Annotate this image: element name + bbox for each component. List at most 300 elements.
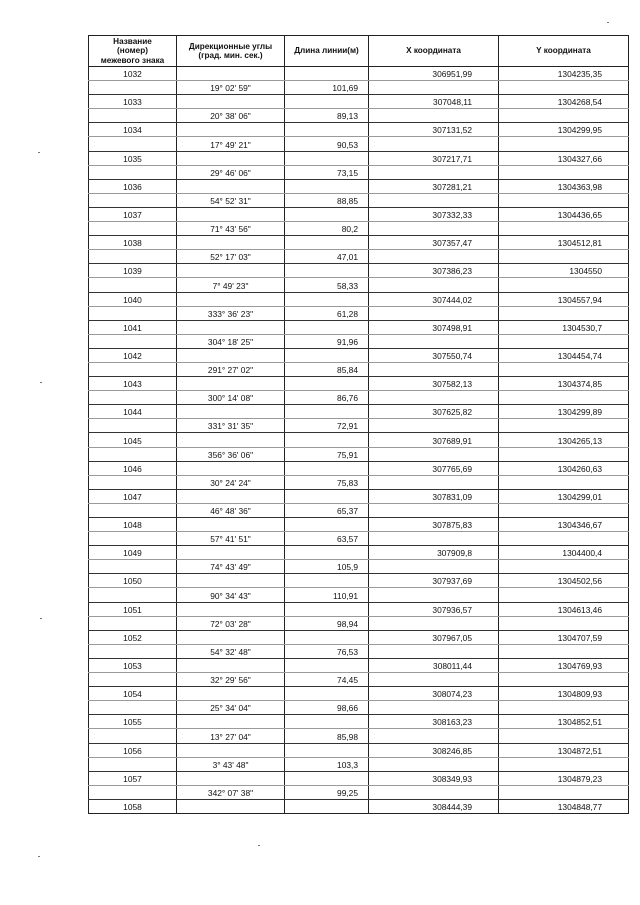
empty-cell	[89, 306, 177, 320]
line-length: 86,76	[285, 391, 369, 405]
y-coordinate: 1304346,67	[499, 518, 629, 532]
y-coordinate: 1304512,81	[499, 236, 629, 250]
empty-cell	[89, 137, 177, 151]
x-coordinate: 307936,57	[369, 602, 499, 616]
y-coordinate: 1304454,74	[499, 348, 629, 362]
table-row	[89, 715, 629, 729]
sign-name: 1033	[89, 95, 177, 109]
direction-angle: 71° 43' 56"	[177, 222, 285, 236]
direction-angle: 304° 18' 25"	[177, 334, 285, 348]
x-coordinate: 308349,93	[369, 771, 499, 785]
empty-cell	[369, 785, 499, 799]
sign-name: 1032	[89, 67, 177, 81]
direction-angle: 342° 07' 38"	[177, 785, 285, 799]
direction-angle: 30° 24' 24"	[177, 475, 285, 489]
sign-name: 1036	[89, 179, 177, 193]
table-row	[89, 207, 629, 221]
empty-cell	[285, 179, 369, 193]
empty-cell	[499, 532, 629, 546]
x-coordinate: 307582,13	[369, 377, 499, 391]
sign-name: 1037	[89, 207, 177, 221]
table-row	[89, 109, 629, 123]
direction-angle: 46° 48' 36"	[177, 503, 285, 517]
empty-cell	[499, 757, 629, 771]
line-length: 61,28	[285, 306, 369, 320]
x-coordinate: 307386,23	[369, 264, 499, 278]
empty-cell	[89, 644, 177, 658]
line-length: 58,33	[285, 278, 369, 292]
table-row	[89, 701, 629, 715]
y-coordinate: 1304613,46	[499, 602, 629, 616]
table-row	[89, 377, 629, 391]
x-coordinate: 307765,69	[369, 461, 499, 475]
table-row	[89, 250, 629, 264]
header-angle: Дирекционные углы (град. мин. сек.)	[177, 36, 285, 67]
table-row	[89, 95, 629, 109]
header-length: Длина линии(м)	[285, 36, 369, 67]
line-length: 72,91	[285, 419, 369, 433]
y-coordinate: 1304502,56	[499, 574, 629, 588]
coordinates-table	[88, 35, 629, 814]
sign-name: 1046	[89, 461, 177, 475]
scan-speck	[38, 856, 40, 857]
x-coordinate: 307909,8	[369, 546, 499, 560]
direction-angle: 17° 49' 21"	[177, 137, 285, 151]
y-coordinate: 1304299,01	[499, 489, 629, 503]
empty-cell	[369, 475, 499, 489]
sign-name: 1057	[89, 771, 177, 785]
line-length: 75,91	[285, 447, 369, 461]
empty-cell	[89, 475, 177, 489]
y-coordinate: 1304374,85	[499, 377, 629, 391]
empty-cell	[285, 433, 369, 447]
y-coordinate: 1304848,77	[499, 799, 629, 813]
y-coordinate: 1304327,66	[499, 151, 629, 165]
scan-speck	[258, 845, 260, 846]
table-row	[89, 151, 629, 165]
table-row	[89, 560, 629, 574]
empty-cell	[369, 250, 499, 264]
empty-cell	[285, 687, 369, 701]
table-row	[89, 799, 629, 813]
empty-cell	[369, 447, 499, 461]
empty-cell	[89, 278, 177, 292]
y-coordinate: 1304557,94	[499, 292, 629, 306]
table-row	[89, 532, 629, 546]
x-coordinate: 308163,23	[369, 715, 499, 729]
empty-cell	[369, 222, 499, 236]
table-row	[89, 67, 629, 81]
empty-cell	[499, 616, 629, 630]
sign-name: 1054	[89, 687, 177, 701]
empty-cell	[499, 419, 629, 433]
direction-angle: 19° 02' 59"	[177, 81, 285, 95]
direction-angle: 331° 31' 35"	[177, 419, 285, 433]
empty-cell	[177, 179, 285, 193]
empty-cell	[177, 433, 285, 447]
empty-cell	[369, 334, 499, 348]
empty-cell	[285, 602, 369, 616]
line-length: 75,83	[285, 475, 369, 489]
empty-cell	[369, 391, 499, 405]
sign-name: 1050	[89, 574, 177, 588]
direction-angle: 29° 46' 06"	[177, 165, 285, 179]
y-coordinate: 1304550	[499, 264, 629, 278]
table-row	[89, 475, 629, 489]
table-row	[89, 503, 629, 517]
x-coordinate: 306951,99	[369, 67, 499, 81]
line-length: 110,91	[285, 588, 369, 602]
line-length: 80,2	[285, 222, 369, 236]
empty-cell	[369, 729, 499, 743]
scan-speck	[40, 618, 42, 619]
table-row	[89, 193, 629, 207]
empty-cell	[499, 81, 629, 95]
sign-name: 1047	[89, 489, 177, 503]
sign-name: 1040	[89, 292, 177, 306]
x-coordinate: 307550,74	[369, 348, 499, 362]
table-row	[89, 391, 629, 405]
empty-cell	[177, 405, 285, 419]
empty-cell	[177, 687, 285, 701]
line-length: 85,98	[285, 729, 369, 743]
y-coordinate: 1304268,54	[499, 95, 629, 109]
empty-cell	[285, 377, 369, 391]
y-coordinate: 1304809,93	[499, 687, 629, 701]
empty-cell	[369, 532, 499, 546]
empty-cell	[89, 673, 177, 687]
direction-angle: 333° 36' 23"	[177, 306, 285, 320]
header-y: Y координата	[499, 36, 629, 67]
x-coordinate: 307217,71	[369, 151, 499, 165]
y-coordinate: 1304707,59	[499, 630, 629, 644]
table-row	[89, 278, 629, 292]
table-row	[89, 588, 629, 602]
table-row	[89, 292, 629, 306]
table-row	[89, 757, 629, 771]
empty-cell	[369, 165, 499, 179]
empty-cell	[369, 109, 499, 123]
y-coordinate: 1304852,51	[499, 715, 629, 729]
empty-cell	[499, 278, 629, 292]
line-length: 74,45	[285, 673, 369, 687]
direction-angle: 13° 27' 04"	[177, 729, 285, 743]
empty-cell	[89, 362, 177, 376]
sign-name: 1055	[89, 715, 177, 729]
line-length: 103,3	[285, 757, 369, 771]
empty-cell	[499, 165, 629, 179]
empty-cell	[369, 419, 499, 433]
sign-name: 1043	[89, 377, 177, 391]
empty-cell	[499, 109, 629, 123]
empty-cell	[285, 320, 369, 334]
table-row	[89, 447, 629, 461]
empty-cell	[285, 236, 369, 250]
direction-angle: 3° 43' 48"	[177, 757, 285, 771]
empty-cell	[499, 137, 629, 151]
empty-cell	[177, 67, 285, 81]
table-row	[89, 123, 629, 137]
x-coordinate: 307498,91	[369, 320, 499, 334]
sign-name: 1053	[89, 658, 177, 672]
line-length: 73,15	[285, 165, 369, 179]
table-row	[89, 574, 629, 588]
table-row	[89, 616, 629, 630]
empty-cell	[499, 673, 629, 687]
empty-cell	[89, 391, 177, 405]
empty-cell	[369, 644, 499, 658]
sign-name: 1041	[89, 320, 177, 334]
empty-cell	[369, 278, 499, 292]
scan-speck	[38, 152, 40, 153]
x-coordinate: 308011,44	[369, 658, 499, 672]
empty-cell	[499, 588, 629, 602]
x-coordinate: 307967,05	[369, 630, 499, 644]
empty-cell	[285, 489, 369, 503]
empty-cell	[499, 729, 629, 743]
empty-cell	[177, 715, 285, 729]
empty-cell	[177, 123, 285, 137]
direction-angle: 25° 34' 04"	[177, 701, 285, 715]
empty-cell	[177, 151, 285, 165]
table-row	[89, 334, 629, 348]
table-row	[89, 687, 629, 701]
table-row	[89, 348, 629, 362]
y-coordinate: 1304265,13	[499, 433, 629, 447]
empty-cell	[177, 518, 285, 532]
empty-cell	[177, 546, 285, 560]
direction-angle: 356° 36' 06"	[177, 447, 285, 461]
table-row	[89, 546, 629, 560]
table-header-row	[89, 36, 629, 67]
empty-cell	[89, 109, 177, 123]
direction-angle: 7° 49' 23"	[177, 278, 285, 292]
line-length: 65,37	[285, 503, 369, 517]
y-coordinate: 1304769,93	[499, 658, 629, 672]
y-coordinate: 1304363,98	[499, 179, 629, 193]
direction-angle: 52° 17' 03"	[177, 250, 285, 264]
direction-angle: 74° 43' 49"	[177, 560, 285, 574]
empty-cell	[177, 95, 285, 109]
empty-cell	[285, 405, 369, 419]
empty-cell	[89, 616, 177, 630]
empty-cell	[285, 95, 369, 109]
empty-cell	[177, 292, 285, 306]
empty-cell	[499, 362, 629, 376]
line-length: 101,69	[285, 81, 369, 95]
empty-cell	[369, 616, 499, 630]
table-row	[89, 729, 629, 743]
sign-name: 1035	[89, 151, 177, 165]
table-row	[89, 306, 629, 320]
empty-cell	[499, 391, 629, 405]
sign-name: 1058	[89, 799, 177, 813]
sign-name: 1034	[89, 123, 177, 137]
empty-cell	[369, 757, 499, 771]
sign-name: 1052	[89, 630, 177, 644]
empty-cell	[89, 588, 177, 602]
table-row	[89, 165, 629, 179]
empty-cell	[285, 743, 369, 757]
y-coordinate: 1304872,51	[499, 743, 629, 757]
empty-cell	[89, 447, 177, 461]
empty-cell	[369, 193, 499, 207]
y-coordinate: 1304299,89	[499, 405, 629, 419]
empty-cell	[285, 461, 369, 475]
x-coordinate: 307875,83	[369, 518, 499, 532]
table-row	[89, 362, 629, 376]
empty-cell	[177, 771, 285, 785]
sign-name: 1042	[89, 348, 177, 362]
x-coordinate: 307831,09	[369, 489, 499, 503]
empty-cell	[89, 165, 177, 179]
y-coordinate: 1304879,23	[499, 771, 629, 785]
empty-cell	[369, 306, 499, 320]
empty-cell	[499, 447, 629, 461]
empty-cell	[285, 658, 369, 672]
table-body	[89, 67, 629, 814]
y-coordinate: 1304235,35	[499, 67, 629, 81]
empty-cell	[499, 334, 629, 348]
empty-cell	[285, 151, 369, 165]
empty-cell	[89, 334, 177, 348]
x-coordinate: 307357,47	[369, 236, 499, 250]
sign-name: 1048	[89, 518, 177, 532]
empty-cell	[177, 658, 285, 672]
table-row	[89, 222, 629, 236]
x-coordinate: 308444,39	[369, 799, 499, 813]
y-coordinate: 1304299,95	[499, 123, 629, 137]
empty-cell	[499, 701, 629, 715]
x-coordinate: 307937,69	[369, 574, 499, 588]
direction-angle: 291° 27' 02"	[177, 362, 285, 376]
x-coordinate: 307048,11	[369, 95, 499, 109]
empty-cell	[369, 588, 499, 602]
header-name: Название (номер) межевого знака	[89, 36, 177, 67]
direction-angle: 20° 38' 06"	[177, 109, 285, 123]
table-row	[89, 743, 629, 757]
line-length: 76,53	[285, 644, 369, 658]
sign-name: 1039	[89, 264, 177, 278]
empty-cell	[89, 250, 177, 264]
empty-cell	[177, 264, 285, 278]
sign-name: 1038	[89, 236, 177, 250]
line-length: 85,84	[285, 362, 369, 376]
empty-cell	[369, 673, 499, 687]
x-coordinate: 307444,02	[369, 292, 499, 306]
table-row	[89, 785, 629, 799]
scan-speck	[40, 382, 42, 383]
empty-cell	[89, 503, 177, 517]
empty-cell	[285, 799, 369, 813]
table-row	[89, 320, 629, 334]
table-row	[89, 644, 629, 658]
empty-cell	[285, 546, 369, 560]
line-length: 63,57	[285, 532, 369, 546]
empty-cell	[89, 419, 177, 433]
header-x: X координата	[369, 36, 499, 67]
line-length: 99,25	[285, 785, 369, 799]
line-length: 88,85	[285, 193, 369, 207]
empty-cell	[177, 320, 285, 334]
empty-cell	[369, 137, 499, 151]
empty-cell	[499, 306, 629, 320]
sign-name: 1044	[89, 405, 177, 419]
x-coordinate: 307625,82	[369, 405, 499, 419]
x-coordinate: 307332,33	[369, 207, 499, 221]
sign-name: 1051	[89, 602, 177, 616]
table-row	[89, 673, 629, 687]
empty-cell	[89, 193, 177, 207]
x-coordinate: 308074,23	[369, 687, 499, 701]
sign-name: 1045	[89, 433, 177, 447]
empty-cell	[285, 207, 369, 221]
empty-cell	[369, 560, 499, 574]
empty-cell	[369, 81, 499, 95]
table-row	[89, 179, 629, 193]
x-coordinate: 307131,52	[369, 123, 499, 137]
direction-angle: 54° 32' 48"	[177, 644, 285, 658]
scan-speck	[607, 22, 609, 23]
empty-cell	[369, 701, 499, 715]
x-coordinate: 308246,85	[369, 743, 499, 757]
empty-cell	[177, 207, 285, 221]
empty-cell	[499, 193, 629, 207]
empty-cell	[285, 348, 369, 362]
empty-cell	[499, 503, 629, 517]
line-length: 91,96	[285, 334, 369, 348]
empty-cell	[89, 757, 177, 771]
empty-cell	[89, 785, 177, 799]
direction-angle: 54° 52' 31"	[177, 193, 285, 207]
table-row	[89, 405, 629, 419]
direction-angle: 32° 29' 56"	[177, 673, 285, 687]
line-length: 105,9	[285, 560, 369, 574]
direction-angle: 57° 41' 51"	[177, 532, 285, 546]
table-row	[89, 461, 629, 475]
empty-cell	[177, 236, 285, 250]
empty-cell	[177, 602, 285, 616]
empty-cell	[285, 123, 369, 137]
line-length: 89,13	[285, 109, 369, 123]
y-coordinate: 1304260,63	[499, 461, 629, 475]
empty-cell	[89, 222, 177, 236]
empty-cell	[285, 264, 369, 278]
empty-cell	[177, 574, 285, 588]
empty-cell	[89, 701, 177, 715]
empty-cell	[177, 799, 285, 813]
empty-cell	[499, 560, 629, 574]
empty-cell	[89, 560, 177, 574]
empty-cell	[285, 518, 369, 532]
table-row	[89, 236, 629, 250]
empty-cell	[499, 785, 629, 799]
empty-cell	[499, 250, 629, 264]
direction-angle: 90° 34' 43"	[177, 588, 285, 602]
table-row	[89, 137, 629, 151]
line-length: 90,53	[285, 137, 369, 151]
empty-cell	[285, 771, 369, 785]
empty-cell	[285, 292, 369, 306]
table-row	[89, 602, 629, 616]
x-coordinate: 307689,91	[369, 433, 499, 447]
direction-angle: 72° 03' 28"	[177, 616, 285, 630]
table-row	[89, 419, 629, 433]
sign-name: 1056	[89, 743, 177, 757]
empty-cell	[369, 362, 499, 376]
direction-angle: 300° 14' 08"	[177, 391, 285, 405]
line-length: 98,66	[285, 701, 369, 715]
